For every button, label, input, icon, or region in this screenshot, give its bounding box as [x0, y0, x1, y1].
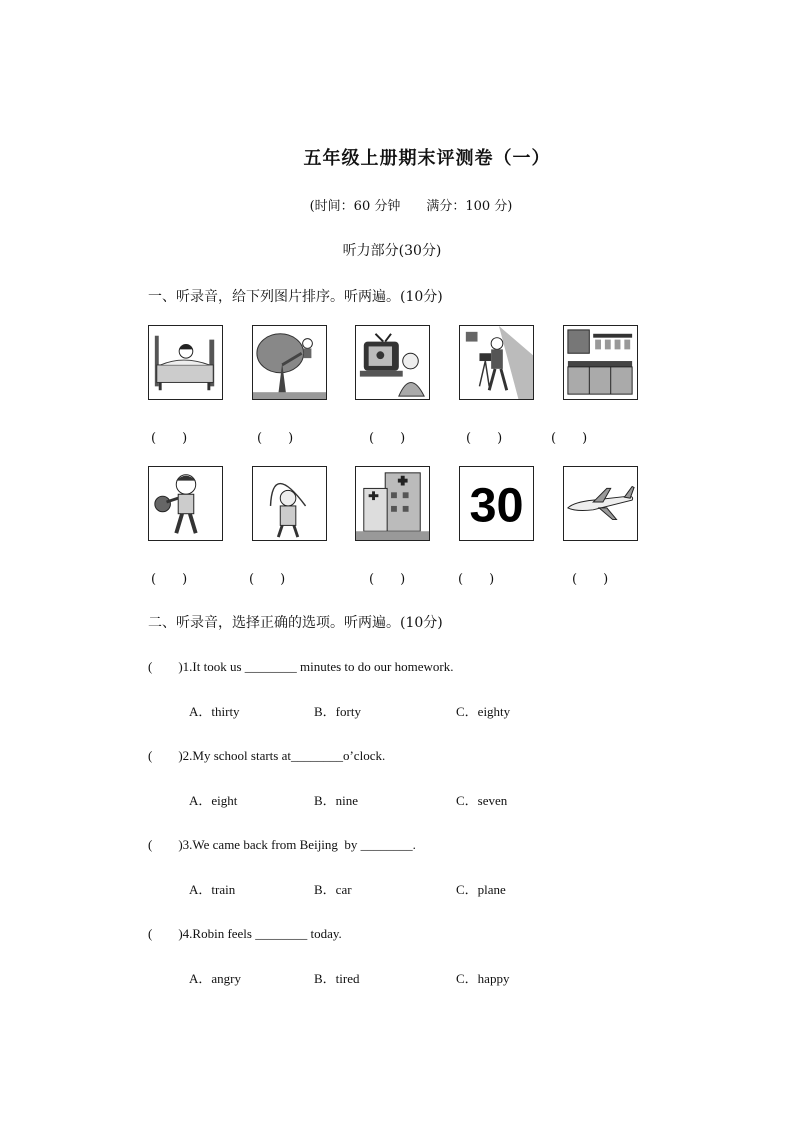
number-30-icon — [459, 466, 534, 541]
answer-blank[interactable]: ( ) — [572, 572, 609, 587]
answer-blank[interactable]: ( ) — [369, 572, 406, 587]
section-1-heading: 一、听录音，给下列图片排序。听两遍。(10分) — [148, 289, 443, 305]
answer-blank[interactable]: ( ) — [369, 431, 406, 446]
hospital-icon — [355, 466, 430, 541]
option-a[interactable]: A．angry — [189, 971, 241, 986]
option-a[interactable]: A．train — [189, 882, 236, 897]
page-title: 五年级上册期末评测卷（一） — [303, 148, 551, 169]
question-1: ( )1.It took us ________ minutes to do our homework. — [148, 659, 454, 674]
basketball-boy-icon — [148, 466, 223, 541]
kitchen-icon — [563, 325, 638, 400]
part-heading: 听力部分(30分) — [342, 243, 442, 259]
question-3: ( )3.We came back from Beijing by ________. — [148, 837, 416, 852]
answer-blank[interactable]: ( ) — [551, 431, 588, 446]
question-4: ( )4.Robin feels ________ today. — [148, 926, 342, 941]
option-b[interactable]: B．nine — [314, 793, 359, 808]
tv-grandma-icon — [355, 325, 430, 400]
option-a[interactable]: A．thirty — [189, 704, 240, 719]
answer-blank[interactable]: ( ) — [151, 572, 188, 587]
option-a[interactable]: A．eight — [189, 793, 238, 808]
answer-blank[interactable]: ( ) — [458, 572, 495, 587]
jump-rope-girl-icon — [252, 466, 327, 541]
option-b[interactable]: B．forty — [314, 704, 361, 719]
option-b[interactable]: B．tired — [314, 971, 360, 986]
answer-blank[interactable]: ( ) — [466, 431, 503, 446]
answer-blank[interactable]: ( ) — [249, 572, 286, 587]
question-2: ( )2.My school starts at________o’clock. — [148, 748, 386, 763]
option-c[interactable]: C．seven — [456, 793, 508, 808]
bed-girl-icon — [148, 325, 223, 400]
option-c[interactable]: C．happy — [456, 971, 510, 986]
answer-blank[interactable]: ( ) — [151, 431, 188, 446]
answer-blank[interactable]: ( ) — [257, 431, 294, 446]
section-2-heading: 二、听录音，选择正确的选项。听两遍。(10分) — [148, 615, 443, 631]
option-c[interactable]: C．eighty — [456, 704, 511, 719]
camera-man-icon — [459, 325, 534, 400]
option-b[interactable]: B．car — [314, 882, 352, 897]
option-c[interactable]: C．plane — [456, 882, 506, 897]
number-30-text: 30 — [469, 478, 524, 533]
exam-info: (时间：60 分钟 满分：100 分) — [309, 199, 513, 214]
tree-boy-icon — [252, 325, 327, 400]
airplane-icon — [563, 466, 638, 541]
